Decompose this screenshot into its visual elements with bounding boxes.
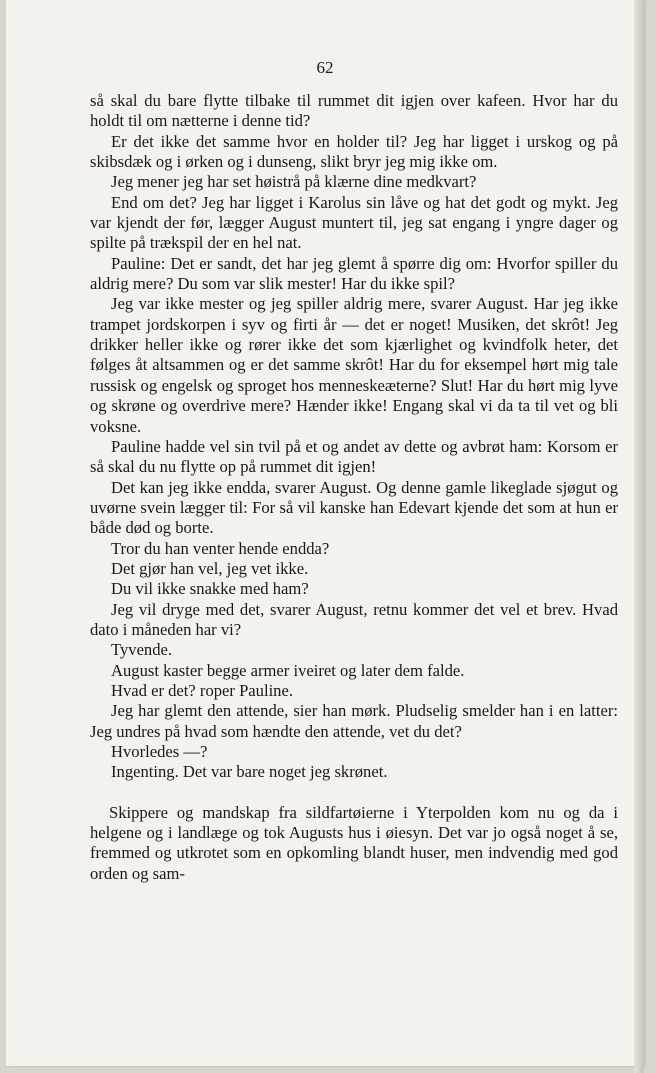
paragraph-18: Ingenting. Det var bare noget jeg skrønet.: [111, 762, 388, 782]
paragraph-13: Tyvende.: [111, 640, 173, 660]
paragraph-14: August kaster begge armer iveiret og later dem falde.: [111, 660, 465, 680]
paragraph-10: Det gjør han vel, jeg vet ikke.: [111, 558, 309, 578]
body-text: [90, 91, 618, 884]
paragraph-6: Jeg var ikke mester og jeg spiller aldrig mere, svarer August. Har jeg ikke trampet jordskorpen i syv og firti år — det er noget! Musiken, det skrôt! Jeg drikker heller ikke og rører ikke det som kjærlighet og kvindfolk heter, det følges åt altsammen og er det samme skrôt! Har du for eksempel hørt mig tale russisk og engelsk og sproget hos menneskeæterne? Slut! Har du hørt mig lyve og skrøne og overdrive mere? Hænder ikke! Engang skal vi da ta til vet og bli voksne.: [90, 294, 618, 436]
paragraph-11: Du vil ikke snakke med ham?: [111, 579, 309, 599]
paragraph-3: Jeg mener jeg har set høistrå på klærne dine medkvart?: [111, 172, 477, 192]
paragraph-9: Tror du han venter hende endda?: [111, 538, 330, 558]
paragraph-12: Jeg vil dryge med det, svarer August, retnu kommer det vel et brev. Hvad dato i måneden har vi?: [90, 599, 618, 639]
paragraph-5: Pauline: Det er sandt, det har jeg glemt å spørre dig om: Hvorfor spiller du aldrig mere? Du som var slik mester! Har du ikke spil?: [90, 253, 618, 294]
paragraph-15: Hvad er det? roper Pauline.: [111, 680, 293, 700]
paragraph-2: Er det ikke det samme hvor en holder til? Jeg har ligget i urskog og på skibsdæk og i ørken og i dunseng, slikt bryr jeg mig ikke om.: [90, 131, 618, 172]
paragraph-4: End om det? Jeg har ligget i Karolus sin låve og hat det godt og mykt. Jeg var kjendt der før, lægger August muntert til, jeg sat engang i yngre dager og spilte på trækspil der en hel nat.: [90, 192, 618, 253]
paragraph-8: Det kan jeg ikke endda, svarer August. Og denne gamle likeglade sjøgut og uvørne svein lægger til: For så vil kanske han Edevart kjende det som at hun er både død og borte.: [90, 477, 618, 538]
paragraph-7: Pauline hadde vel sin tvil på et og andet av dette og avbrøt ham: Korsom er så skal du nu flytte op på rummet dit igjen!: [90, 436, 618, 477]
page-edge: [634, 0, 644, 1073]
paragraph-1: så skal du bare flytte tilbake til rummet dit igjen over kafeen. Hvor har du holdt til om nætterne i denne tid?: [90, 91, 618, 131]
paragraph-16: Jeg har glemt den attende, sier han mørk. Pludselig smelder han i en latter: Jeg undres på hvad som hændte den attende, vet du det?: [90, 701, 618, 741]
paragraph-17: Hvorledes —?: [111, 742, 208, 761]
section-paragraph: Skippere og mandskap fra sildfartøierne i Yterpolden kom nu og da i helgene og i landlæge og tok Augusts hus i øiesyn. Det var jo også noget å se, fremmed og utkrotet som en opkomling blandt huser, men indvendig med god orden og sam-: [90, 802, 618, 883]
book-page: [6, 0, 644, 1066]
page-number: 62: [316, 58, 334, 77]
